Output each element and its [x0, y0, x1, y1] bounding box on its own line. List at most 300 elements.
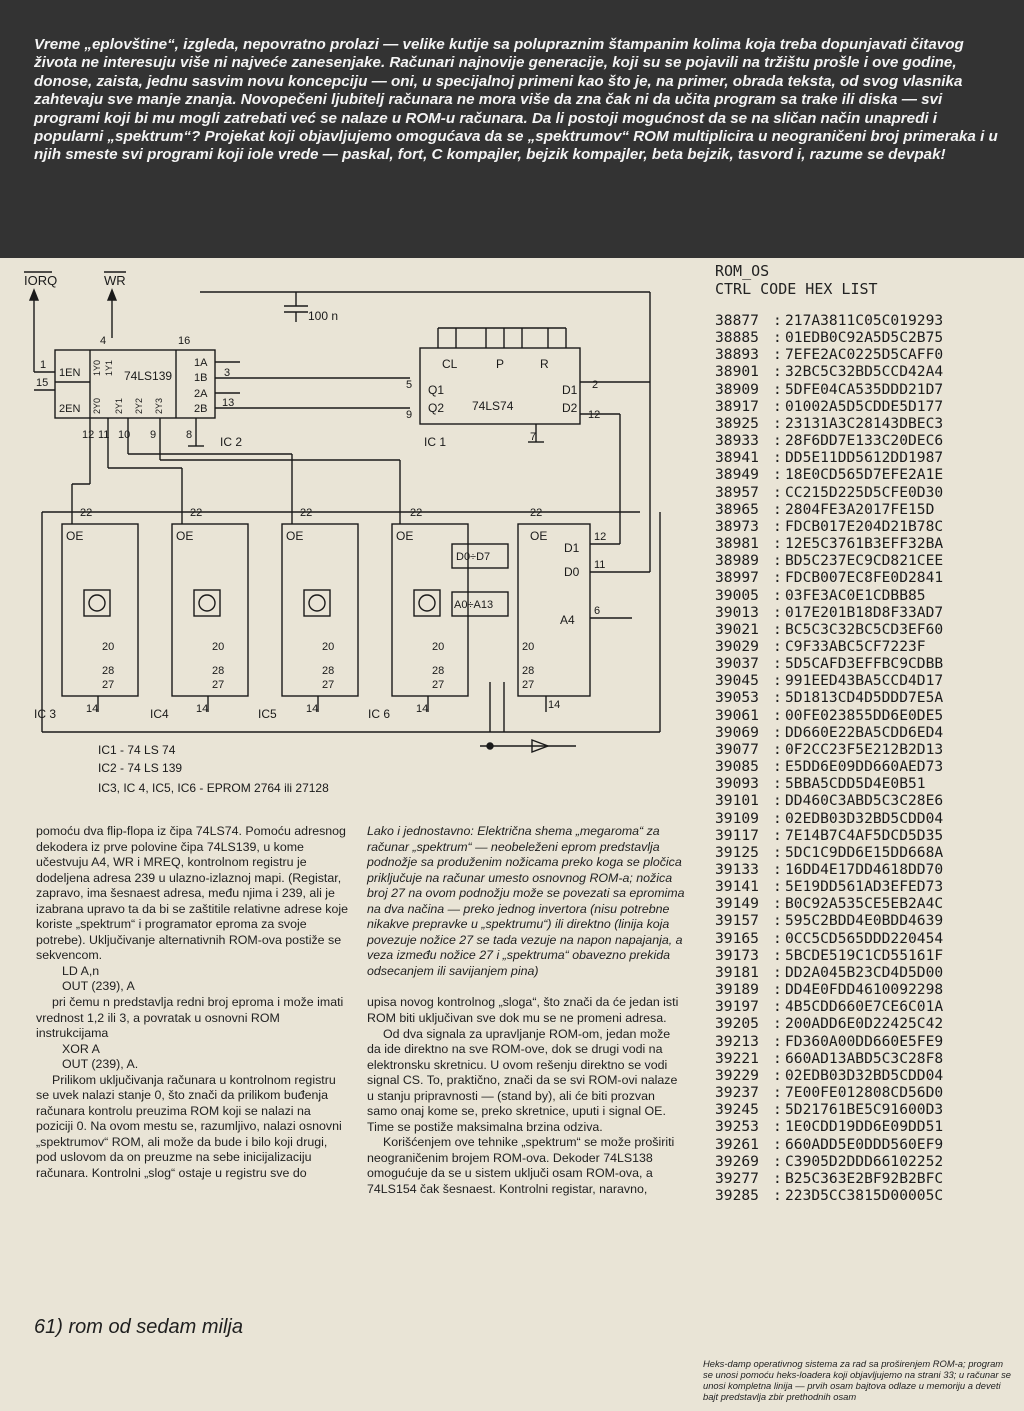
ic3-label: IC 3 [34, 707, 57, 721]
hex-bytes: 217A3811C05C019293 [785, 312, 944, 329]
pin-2y1: 2Y1 [114, 397, 124, 414]
hex-address: 39133 [715, 861, 759, 878]
pin-num: 20 [432, 641, 445, 653]
hex-rows [715, 312, 1015, 1204]
hex-address: 38933 [715, 432, 759, 450]
hex-bytes: 223D5CC3815D00005C [785, 1186, 944, 1204]
pin-num: 22 [530, 507, 543, 519]
hex-separator: : [773, 843, 782, 861]
hex-address: 38949 [715, 466, 759, 484]
hex-bytes: 16DD4E17DD4618DD70 [785, 861, 944, 878]
hex-row [715, 346, 1015, 363]
pin-num: 4 [100, 335, 107, 347]
ic5-label: IC5 [258, 707, 277, 721]
hex-address: 38973 [715, 517, 759, 535]
pin-num: 14 [416, 703, 429, 715]
pin-num: 14 [548, 699, 561, 711]
intro-banner [0, 0, 1024, 258]
code-line: XOR A [62, 1041, 100, 1056]
pin-1y0: 1Y0 [92, 359, 102, 376]
pin-num: 20 [212, 641, 225, 653]
hex-row [715, 758, 1015, 775]
hex-address: 38941 [715, 449, 759, 467]
pin-q1: Q1 [428, 383, 445, 397]
pin-num: 28 [432, 665, 445, 677]
pin-num: 28 [212, 665, 225, 677]
hex-separator: : [773, 483, 782, 501]
hex-address: 38981 [715, 535, 759, 553]
capacitor-label: 100 n [308, 309, 339, 323]
hex-row [715, 381, 1015, 398]
hex-separator: : [773, 1066, 782, 1084]
pin-num: 12 [594, 531, 607, 543]
hex-row [715, 449, 1015, 466]
hex-separator: : [773, 346, 782, 364]
hex-address: 39205 [715, 1015, 759, 1033]
hex-bytes: C9F33ABC5CF7223F [785, 637, 926, 655]
hex-address: 38957 [715, 483, 759, 501]
pin-num: 14 [86, 703, 99, 715]
pin-2y3: 2Y3 [154, 397, 164, 414]
pin-num: 13 [222, 397, 235, 409]
hex-separator: : [773, 1049, 782, 1067]
hex-bytes: 5BCDE519C1CD55161F [785, 946, 944, 964]
hex-bytes: E5DD6E09DD660AED73 [785, 758, 944, 776]
hex-address: 39053 [715, 689, 759, 707]
pin-num: 5 [406, 379, 413, 391]
paragraph: pri čemu n predstavlja redni broj eproma i može imati vrednost 1,2 ili 3, a povratak u osnovni ROM instrukcijama [36, 995, 344, 1041]
pin-1b: 1B [194, 372, 208, 384]
hex-bytes: 5D21761BE5C91600D3 [785, 1101, 944, 1119]
pin-num: 27 [432, 679, 445, 691]
hex-address: 39045 [715, 672, 759, 690]
hex-row [715, 947, 1015, 964]
pin-r: R [540, 357, 549, 371]
signal-iorq: IORQ [24, 273, 58, 288]
hex-separator: : [773, 517, 782, 535]
hex-bytes: FDCB017E204D21B78C [785, 517, 944, 535]
hex-row [715, 1084, 1015, 1101]
hex-bytes: DD2A045B23CD4D5D00 [785, 963, 944, 981]
figure-caption: Lako i jednostavno: Električna shema „megaroma“ za računar „spektrum“ — neobeleženi eprom predstavlja podnožje sa produženim nožicama preko koga se pločica priključuje na računar umesto osnovnog ROM-a; nožica broj 27 na ovom podnožju može se povezati sa epromima na dva načina — preko jednog invertora (nisu potrebne nikakve prepravke u „spektrumu“) ili direktno (linija koja povezuje nožice 27 se tada vezuje na napon napajanja, a veza između nožice 27 i „spektruma“ obavezno prekida odsecanjem ili savijanjem pina) [367, 824, 685, 978]
hex-bytes: 5DFE04CA535DDD21D7 [785, 380, 944, 398]
hex-bytes: BD5C237EC9CD821CEE [785, 552, 944, 570]
pin-1y1: 1Y1 [104, 359, 114, 376]
hex-separator: : [773, 809, 782, 827]
hex-bytes: 01EDB0C92A5D5C2B75 [785, 329, 944, 347]
pin-num: 27 [212, 679, 225, 691]
pin-num: 28 [322, 665, 335, 677]
hex-address: 39253 [715, 1118, 759, 1136]
pin-num: 20 [102, 641, 115, 653]
pin-oe: OE [66, 529, 84, 543]
hex-bytes: 017E201B18D8F33AD7 [785, 603, 944, 621]
hex-separator: : [773, 500, 782, 518]
hex-bytes: 2804FE3A2017FE15D [785, 500, 935, 518]
pin-1en: 1EN [59, 367, 81, 379]
hex-separator: : [773, 466, 782, 484]
hex-row [715, 1187, 1015, 1204]
hex-bytes: B0C92A535CE5EB2A4C [785, 895, 944, 913]
hex-row [715, 1015, 1015, 1032]
hex-bytes: 7E14B7C4AF5DCD5D35 [785, 826, 944, 844]
hex-address: 38965 [715, 500, 759, 518]
hex-row [715, 672, 1015, 689]
hex-row [715, 1118, 1015, 1135]
pin-p: P [496, 357, 505, 371]
hex-separator: : [773, 329, 782, 347]
hex-row [715, 792, 1015, 809]
hex-separator: : [773, 603, 782, 621]
hex-separator: : [773, 655, 782, 673]
pin-num: 16 [178, 335, 191, 347]
hex-row [715, 1170, 1015, 1187]
hex-address: 39093 [715, 775, 759, 793]
hex-separator: : [773, 449, 782, 467]
hex-row [715, 981, 1015, 998]
paragraph: Korišćenjem ove tehnike „spektrum“ se može proširiti neograničenim brojem ROM-ova. Dekoder 74LS138 omogućuje da se u sistem uključi osam ROM-ova, a 74LS154 čak šesnaest. Kontrolni registar, naravno, [367, 1135, 675, 1197]
pin-2y2: 2Y2 [134, 397, 144, 414]
hex-row [715, 878, 1015, 895]
pin-1a: 1A [194, 357, 208, 369]
legend-eproms: IC3, IC 4, IC5, IC6 - EPROM 2764 ili 27128 [98, 781, 329, 795]
pin-num: 28 [102, 665, 115, 677]
hex-bytes: 00FE023855DD6E0DE5 [785, 706, 944, 724]
pin-num: 6 [594, 605, 601, 617]
hex-address: 38909 [715, 380, 759, 398]
pin-num: 20 [322, 641, 335, 653]
pin-num: 27 [102, 679, 115, 691]
pin-num: 10 [118, 429, 131, 441]
hex-row [715, 844, 1015, 861]
hex-row [715, 569, 1015, 586]
paragraph: Od dva signala za upravljanje ROM-om, jedan može da ide direktno na sve ROM-ove, dok se drugi vodi na elektronsku skretnicu. U ovom rešenju direktno se vodi signal CS. To, praktično, znači da se svi ROM-ovi nalaze u stanju pripravnosti — (stand by), ali će biti prozvan samo onaj kome se, preko skretnice, uputi i signal OE. Time se postiže maksimalna brzina odziva. [367, 1026, 678, 1134]
hex-row [715, 689, 1015, 706]
pin-num: 11 [594, 559, 606, 571]
hex-bytes: 660AD13ABD5C3C28F8 [785, 1049, 944, 1067]
pin-2y0: 2Y0 [92, 397, 102, 414]
hex-bytes: 5D5CAFD3EFFBC9CDBB [785, 655, 944, 673]
hex-bytes: 991EED43BA5CCD4D17 [785, 672, 944, 690]
hex-address: 38997 [715, 569, 759, 587]
hex-separator: : [773, 963, 782, 981]
paragraph: upisa novog kontrolnog „sloga“, što znači da će jedan isti ROM biti uključivan sve dok mu se ne promeni adresa. [367, 995, 679, 1026]
hex-row [715, 1101, 1015, 1118]
hex-address: 39221 [715, 1049, 759, 1067]
hex-separator: : [773, 1118, 782, 1136]
code-line: OUT (239), A. [62, 1057, 139, 1072]
hex-separator: : [773, 1186, 782, 1204]
hex-address: 39085 [715, 758, 759, 776]
hex-bytes: 12E5C3761B3EFF32BA [785, 535, 944, 553]
hex-address: 39013 [715, 603, 759, 621]
hex-separator: : [773, 981, 782, 999]
pin-2a: 2A [194, 388, 208, 400]
hex-row [715, 1067, 1015, 1084]
hex-address: 39277 [715, 1169, 759, 1187]
hex-row [715, 1153, 1015, 1170]
pin-2b: 2B [194, 403, 208, 415]
hex-separator: : [773, 775, 782, 793]
pin-d0: D0 [564, 565, 580, 579]
hex-address: 38989 [715, 552, 759, 570]
hex-row [715, 895, 1015, 912]
hex-separator: : [773, 380, 782, 398]
hex-separator: : [773, 723, 782, 741]
hex-bytes: 32BC5C32BD5CCD42A4 [785, 363, 944, 381]
hex-row [715, 484, 1015, 501]
hex-address: 39229 [715, 1066, 759, 1084]
hex-separator: : [773, 637, 782, 655]
hex-address: 39069 [715, 723, 759, 741]
hex-address: 39149 [715, 895, 759, 913]
pin-oe: OE [286, 529, 304, 543]
hex-separator: : [773, 552, 782, 570]
hex-row [715, 587, 1015, 604]
legend-ic1: IC1 - 74 LS 74 [98, 743, 176, 757]
hex-address: 39189 [715, 981, 759, 999]
ic1-label: IC 1 [424, 435, 447, 449]
hex-separator: : [773, 946, 782, 964]
hex-row [715, 604, 1015, 621]
hex-address: 39101 [715, 792, 759, 810]
hex-bytes: 595C2BDD4E0BDD4639 [785, 912, 944, 930]
hex-separator: : [773, 535, 782, 553]
hex-row [715, 312, 1015, 329]
pin-num: 27 [522, 679, 535, 691]
pin-a4: A4 [560, 613, 575, 627]
hex-address: 39157 [715, 912, 759, 930]
hex-row [715, 930, 1015, 947]
hex-row [715, 861, 1015, 878]
hex-row [715, 638, 1015, 655]
hex-separator: : [773, 998, 782, 1016]
hex-row [715, 398, 1015, 415]
hex-separator: : [773, 432, 782, 450]
paragraph: pomoću dva flip-flopa iz čipa 74LS74. Pomoću adresnog dekodera iz prve polovine čipa 74LS139, u kome učestvuju A4, WR i MREQ, kontrolnom registru je dodeljena adresa 239 u ulazno-izlaznoj mapi. (Registar, zapravo, ima šesnaest adresa, među njima i 239, ali je izabrana upravo ta da bi se zaštitile relativne adrese koje koriste „spektrum“ i programator eproma za svoje potrebe). Uključivanje alternativnih ROM-ova postiže se sekvencom. [36, 824, 349, 963]
hex-row [715, 1050, 1015, 1067]
hex-list-caption: Heks-damp operativnog sistema za rad sa proširenjem ROM-a; program se unosi pomoću heks-loadera koji objavljujemo na strani 33; u računar se unosi kompletna linija — prvih osam bajtova odlaze u memoriju a deveti bajt predstavlja zbir prethodnih osam [703, 1358, 1011, 1402]
intro-text: Vreme „eplovštine“, izgleda, nepovratno prolazi — velike kutije sa polupraznim štampanim kolima koja treba dopunjavati čitavog života ne interesuju više ni najveće zanesenjake. Računari najnovije generacije, koji su se pojavili na tržištu prošle i ove godine, donose, zaista, jednu sasvim novu koncepciju — oni, u specijalnoj primeni kao što je, na primer, obrada teksta, od svog vlasnika zahtevaju sve manje znanja. Novopečeni ljubitelj računara ne mora više da zna čak ni da učita program sa trake ili diska — svi programi koji bi mu mogli zatrebati već se nalaze u ROM-u računara. Da li postoji mogućnost da se na sličan način unapredi i popularni „spektrum“? Projekat koji objavljujemo omogućava da se „spektrumov“ ROM multiplicira u neograničeni broj primeraka i u njih smeste svi programi koji iole vrede — paskal, fort, C kompajler, bejzik kompajler, beta bejzik, tasvord i, razume se devpak! [34, 36, 998, 164]
pin-num: 9 [406, 409, 413, 421]
address-bus-label: A0÷A13 [454, 599, 494, 611]
hex-address: 39237 [715, 1084, 759, 1102]
signal-wr: WR [104, 273, 126, 288]
hex-bytes: DD5E11DD5612DD1987 [785, 449, 944, 467]
hex-separator: : [773, 878, 782, 896]
hex-address: 39077 [715, 740, 759, 758]
pin-num: 27 [322, 679, 335, 691]
pin-num: 14 [196, 703, 209, 715]
pin-num: 20 [522, 641, 535, 653]
text-column-right [367, 824, 685, 1198]
hex-separator: : [773, 758, 782, 776]
data-bus-label: D0÷D7 [456, 551, 491, 563]
hex-row [715, 518, 1015, 535]
hex-address: 38925 [715, 414, 759, 432]
pin-oe: OE [530, 529, 548, 543]
hex-address: 39125 [715, 843, 759, 861]
hex-address: 39005 [715, 586, 759, 604]
hex-row [715, 535, 1015, 552]
hex-row [715, 964, 1015, 981]
hex-separator: : [773, 672, 782, 690]
hex-row [715, 707, 1015, 724]
hex-row [715, 329, 1015, 346]
hex-separator: : [773, 1015, 782, 1033]
ic6-label: IC 6 [368, 707, 391, 721]
hex-separator: : [773, 620, 782, 638]
hex-bytes: DD460C3ABD5C3C28E6 [785, 792, 944, 810]
pin-num: 7 [530, 431, 537, 443]
pin-q2: Q2 [428, 401, 445, 415]
hex-bytes: FD360A00DD660E5FE9 [785, 1032, 944, 1050]
hex-address: 38917 [715, 397, 759, 415]
hex-separator: : [773, 826, 782, 844]
hex-separator: : [773, 895, 782, 913]
hex-separator: : [773, 363, 782, 381]
hex-row [715, 827, 1015, 844]
pin-num: 9 [150, 429, 157, 441]
pin-num: 12 [588, 409, 601, 421]
hex-bytes: CC215D225D5CFE0D30 [785, 483, 944, 501]
hex-address: 39285 [715, 1186, 759, 1204]
hex-list-subtitle: CTRL CODE HEX LIST [715, 280, 878, 298]
ic2-label: IC 2 [220, 435, 243, 449]
paragraph: Prilikom uključivanja računara u kontrolnom registru se uvek nalazi stanje 0, što znači da prilikom buđenja računara kontrolu preuzima ROM koji se nalazi na poziciji 0. Na ovom mestu se, razumljivo, nalazi osnovni „spektrumov“ ROM, ali može da bude i bilo koji drugi, pod uslovom da on preuzme na sebe inicijalizaciju računara. Kontrolni „slog“ ostaje u registru sve do [36, 1072, 342, 1181]
code-line: LD A,n [62, 963, 100, 978]
hex-bytes: 02EDB03D32BD5CDD04 [785, 809, 944, 827]
hex-address: 39029 [715, 637, 759, 655]
hex-separator: : [773, 792, 782, 810]
hex-bytes: 200ADD6E0D22425C42 [785, 1015, 944, 1033]
pin-num: 22 [300, 507, 313, 519]
pin-num: 1 [40, 359, 47, 371]
hex-bytes: 7EFE2AC0225D5CAFF0 [785, 346, 944, 364]
hex-row [715, 621, 1015, 638]
hex-separator: : [773, 912, 782, 930]
hex-separator: : [773, 1084, 782, 1102]
hex-bytes: 01002A5D5CDDE5D177 [785, 397, 944, 415]
pin-num: 28 [522, 665, 535, 677]
hex-bytes: 02EDB03D32BD5CDD04 [785, 1066, 944, 1084]
hex-list-title: ROM_OS [715, 262, 770, 280]
hex-bytes: DD4E0FDD4610092298 [785, 981, 944, 999]
hex-address: 39141 [715, 878, 759, 896]
hex-bytes: DD660E22BA5CDD6ED4 [785, 723, 944, 741]
hex-address: 39197 [715, 998, 759, 1016]
pin-num: 12 [82, 429, 95, 441]
hex-row [715, 432, 1015, 449]
hex-bytes: 5DC1C9DD6E15DD668A [785, 843, 944, 861]
pin-d1: D1 [562, 383, 578, 397]
ic2-name: 74LS139 [124, 369, 173, 383]
hex-address: 39269 [715, 1152, 759, 1170]
hex-address: 39117 [715, 826, 759, 844]
text-column-left [36, 824, 348, 1182]
pin-num: 2 [592, 379, 599, 391]
pin-num: 22 [190, 507, 203, 519]
hex-row [715, 655, 1015, 672]
hex-separator: : [773, 1169, 782, 1187]
hex-bytes: 660ADD5E0DDD560EF9 [785, 1135, 944, 1153]
pin-num: 22 [80, 507, 93, 519]
hex-row [715, 775, 1015, 792]
hex-address: 39261 [715, 1135, 759, 1153]
circuit-schematic [0, 262, 700, 802]
hex-row [715, 912, 1015, 929]
hex-address: 38877 [715, 312, 759, 329]
hex-bytes: 5BBA5CDD5D4E0B51 [785, 775, 926, 793]
hex-address: 38885 [715, 329, 759, 347]
hex-address: 39213 [715, 1032, 759, 1050]
hex-row [715, 552, 1015, 569]
hex-bytes: 5D1813CD4D5DDD7E5A [785, 689, 944, 707]
hex-row [715, 466, 1015, 483]
hex-bytes: BC5C3C32BC5CD3EF60 [785, 620, 944, 638]
hex-address: 39021 [715, 620, 759, 638]
hex-row [715, 998, 1015, 1015]
hex-separator: : [773, 740, 782, 758]
page-footer: 61) rom od sedam milja [34, 1316, 243, 1338]
hex-bytes: 1E0CDD19DD6E09DD51 [785, 1118, 944, 1136]
hex-address: 39165 [715, 929, 759, 947]
hex-bytes: 03FE3AC0E1CDBB85 [785, 586, 926, 604]
hex-row [715, 1136, 1015, 1153]
hex-address: 39181 [715, 963, 759, 981]
hex-row [715, 363, 1015, 380]
pin-2en: 2EN [59, 403, 81, 415]
pin-d2: D2 [562, 401, 578, 415]
hex-bytes: 23131A3C28143DBEC3 [785, 414, 944, 432]
hex-address: 38901 [715, 363, 759, 381]
hex-row [715, 415, 1015, 432]
hex-separator: : [773, 1032, 782, 1050]
hex-separator: : [773, 586, 782, 604]
ic1-name: 74LS74 [472, 399, 514, 413]
legend-ic2: IC2 - 74 LS 139 [98, 761, 183, 775]
pin-num: 11 [98, 429, 110, 441]
pin-num: 8 [186, 429, 193, 441]
hex-separator: : [773, 929, 782, 947]
pin-d1: D1 [564, 541, 580, 555]
hex-separator: : [773, 706, 782, 724]
hex-address: 39173 [715, 946, 759, 964]
hex-bytes: C3905D2DDD66102252 [785, 1152, 944, 1170]
hex-bytes: 0F2CC23F5E212B2D13 [785, 740, 944, 758]
pin-oe: OE [176, 529, 194, 543]
hex-row [715, 501, 1015, 518]
pin-num: 22 [410, 507, 423, 519]
hex-bytes: FDCB007EC8FE0D2841 [785, 569, 944, 587]
hex-row [715, 741, 1015, 758]
hex-address: 38893 [715, 346, 759, 364]
pin-num: 15 [36, 377, 49, 389]
hex-separator: : [773, 569, 782, 587]
code-line: OUT (239), A [62, 979, 135, 994]
ic4-label: IC4 [150, 707, 169, 721]
pin-oe: OE [396, 529, 414, 543]
hex-list [715, 262, 1015, 1204]
hex-row [715, 724, 1015, 741]
hex-bytes: 4B5CDD660E7CE6C01A [785, 998, 944, 1016]
hex-bytes: B25C363E2BF92B2BFC [785, 1169, 944, 1187]
hex-bytes: 28F6DD7E133C20DEC6 [785, 432, 944, 450]
hex-address: 39061 [715, 706, 759, 724]
pin-cl: CL [442, 357, 458, 371]
hex-bytes: 0CC5CD565DDD220454 [785, 929, 944, 947]
hex-bytes: 5E19DD561AD3EFED73 [785, 878, 944, 896]
